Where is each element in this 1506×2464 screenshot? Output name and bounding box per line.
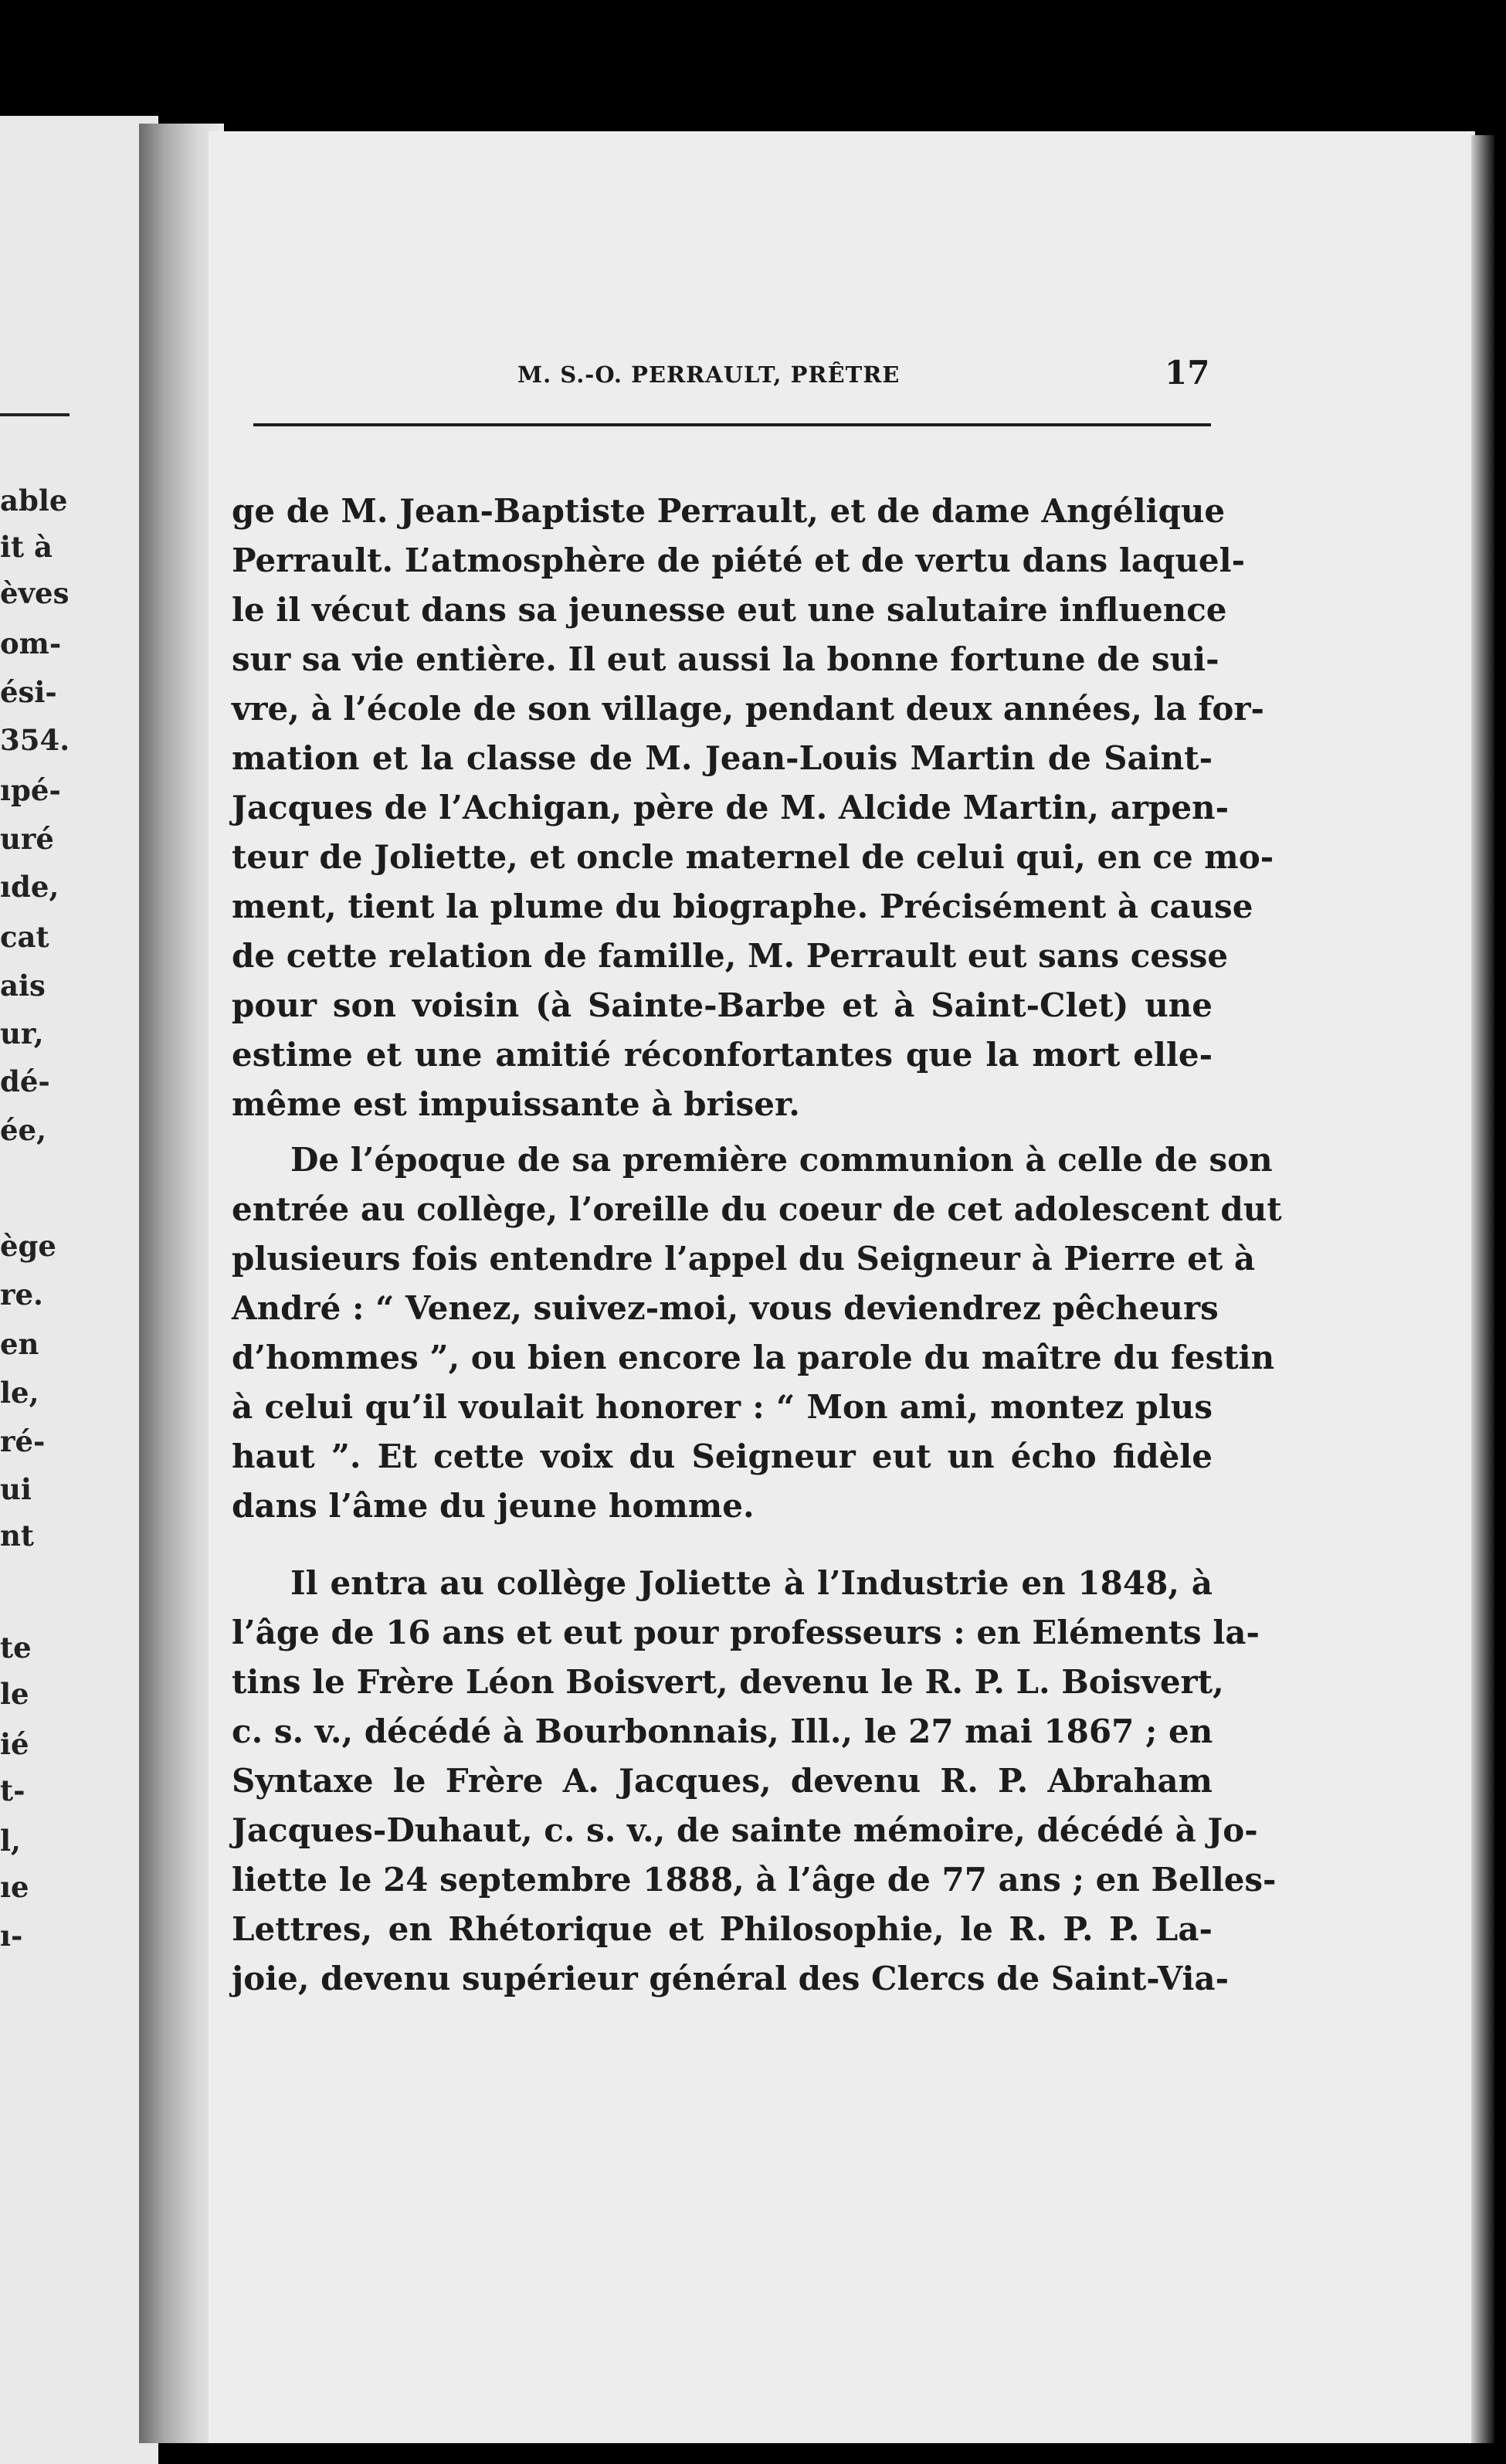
- left-page-fragment: ui: [0, 1472, 32, 1506]
- left-page-fragment: ié: [0, 1727, 29, 1761]
- text-line: joie, devenu supérieur général des Clercs de Saint-Via-: [232, 1960, 1230, 1997]
- text-line: sur sa vie entière. Il eut aussi la bonne fortune de sui-: [232, 640, 1219, 678]
- left-page-fragment: en: [0, 1327, 39, 1361]
- left-page-fragment: uré: [0, 822, 54, 856]
- left-page-fragment: le,: [0, 1376, 39, 1410]
- text-line: pour son voisin (à Sainte-Barbe et à Saint-Clet) une: [232, 986, 1213, 1024]
- text-line: entrée au collège, l’oreille du coeur de cet adolescent dut: [232, 1190, 1282, 1228]
- text-line: mation et la classe de M. Jean-Louis Martin de Saint-: [232, 739, 1213, 777]
- left-page-fragment: ıpé-: [0, 773, 61, 807]
- left-page-rule: [0, 413, 70, 416]
- text-line: Jacques de l’Achigan, père de M. Alcide Martin, arpen-: [232, 789, 1230, 826]
- text-line: Perrault. L’atmosphère de piété et de vertu dans laquel-: [232, 541, 1246, 579]
- text-line: Lettres, en Rhétorique et Philosophie, le R. P. P. La-: [232, 1910, 1213, 1948]
- text-line: ment, tient la plume du biographe. Précisément à cause: [232, 888, 1253, 925]
- left-page-fragment: able: [0, 484, 68, 518]
- left-page-fragment: om-: [0, 626, 62, 660]
- text-line: plusieurs fois entendre l’appel du Seigneur à Pierre et à: [232, 1240, 1256, 1278]
- text-line: liette le 24 septembre 1888, à l’âge de 77 ans ; en Belles-: [232, 1861, 1277, 1899]
- text-line: Syntaxe le Frère A. Jacques, devenu R. P. Abraham: [232, 1762, 1213, 1800]
- left-page-fragment: èves: [0, 576, 70, 610]
- text-line: haut ”. Et cette voix du Seigneur eut un écho fidèle: [232, 1437, 1213, 1475]
- text-line: dans l’âme du jeune homme.: [232, 1487, 755, 1525]
- text-line: l’âge de 16 ans et eut pour professeurs : en Eléments la-: [232, 1614, 1260, 1651]
- left-page-fragment: ıe: [0, 1870, 29, 1904]
- text-line: même est impuissante à briser.: [232, 1085, 800, 1123]
- text-line: ge de M. Jean-Baptiste Perrault, et de dame Angélique: [232, 492, 1226, 530]
- text-line: tins le Frère Léon Boisvert, devenu le R. P. L. Boisvert,: [232, 1663, 1224, 1701]
- left-page-fragment: ı-: [0, 1919, 23, 1953]
- left-page-fragment: nt: [0, 1519, 34, 1553]
- text-line: d’hommes ”, ou bien encore la parole du maître du festin: [232, 1339, 1275, 1376]
- text-line: le il vécut dans sa jeunesse eut une salutaire influence: [232, 591, 1227, 629]
- left-page-fragment: dé-: [0, 1064, 50, 1098]
- paragraph-2: [232, 1135, 1282, 1531]
- left-page-fragment: te: [0, 1631, 32, 1665]
- text-line: de cette relation de famille, M. Perrault eut sans cesse: [232, 937, 1229, 975]
- page-number: 17: [1165, 354, 1210, 392]
- paragraph-1: [232, 487, 1274, 1129]
- left-page-fragment: it à: [0, 530, 53, 564]
- left-page-fragment: l,: [0, 1824, 21, 1858]
- text-line: Il entra au collège Joliette à l’Industrie en 1848, à: [290, 1564, 1213, 1602]
- left-page-fragment: t-: [0, 1773, 25, 1807]
- left-page-fragment: ré-: [0, 1424, 46, 1458]
- text-line: De l’époque de sa première communion à celle de son: [290, 1141, 1273, 1179]
- left-page-fragment: ée,: [0, 1113, 46, 1147]
- left-page-fragment: ıde,: [0, 870, 59, 904]
- left-page-fragment: 354.: [0, 723, 70, 757]
- left-page-fragment: ège: [0, 1229, 56, 1263]
- text-line: teur de Joliette, et oncle maternel de celui qui, en ce mo-: [232, 838, 1274, 876]
- left-page-fragment: le: [0, 1677, 29, 1711]
- text-line: estime et une amitié réconfortantes que la mort elle-: [232, 1036, 1213, 1074]
- text-line: Jacques-Duhaut, c. s. v., de sainte mémoire, décédé à Jo-: [232, 1811, 1258, 1849]
- left-page-fragment: re.: [0, 1278, 43, 1312]
- left-page-fragment: ési-: [0, 675, 57, 709]
- text-line: à celui qu’il voulait honorer : “ Mon ami, montez plus: [232, 1388, 1213, 1426]
- left-page-fragment: ur,: [0, 1016, 44, 1050]
- paragraph-3: [232, 1559, 1277, 2004]
- header-rule: [253, 423, 1211, 426]
- page-edge: [1471, 135, 1494, 2443]
- text-line: vre, à l’école de son village, pendant deux années, la for-: [232, 690, 1264, 728]
- text-line: André : “ Venez, suivez-moi, vous deviendrez pêcheurs: [232, 1289, 1219, 1327]
- text-line: c. s. v., décédé à Bourbonnais, Ill., le 27 mai 1867 ; en: [232, 1712, 1213, 1750]
- running-title: M. S.-O. PERRAULT, PRÊTRE: [517, 361, 901, 388]
- left-page-fragment: ais: [0, 969, 46, 1003]
- left-page-fragment: cat: [0, 920, 49, 954]
